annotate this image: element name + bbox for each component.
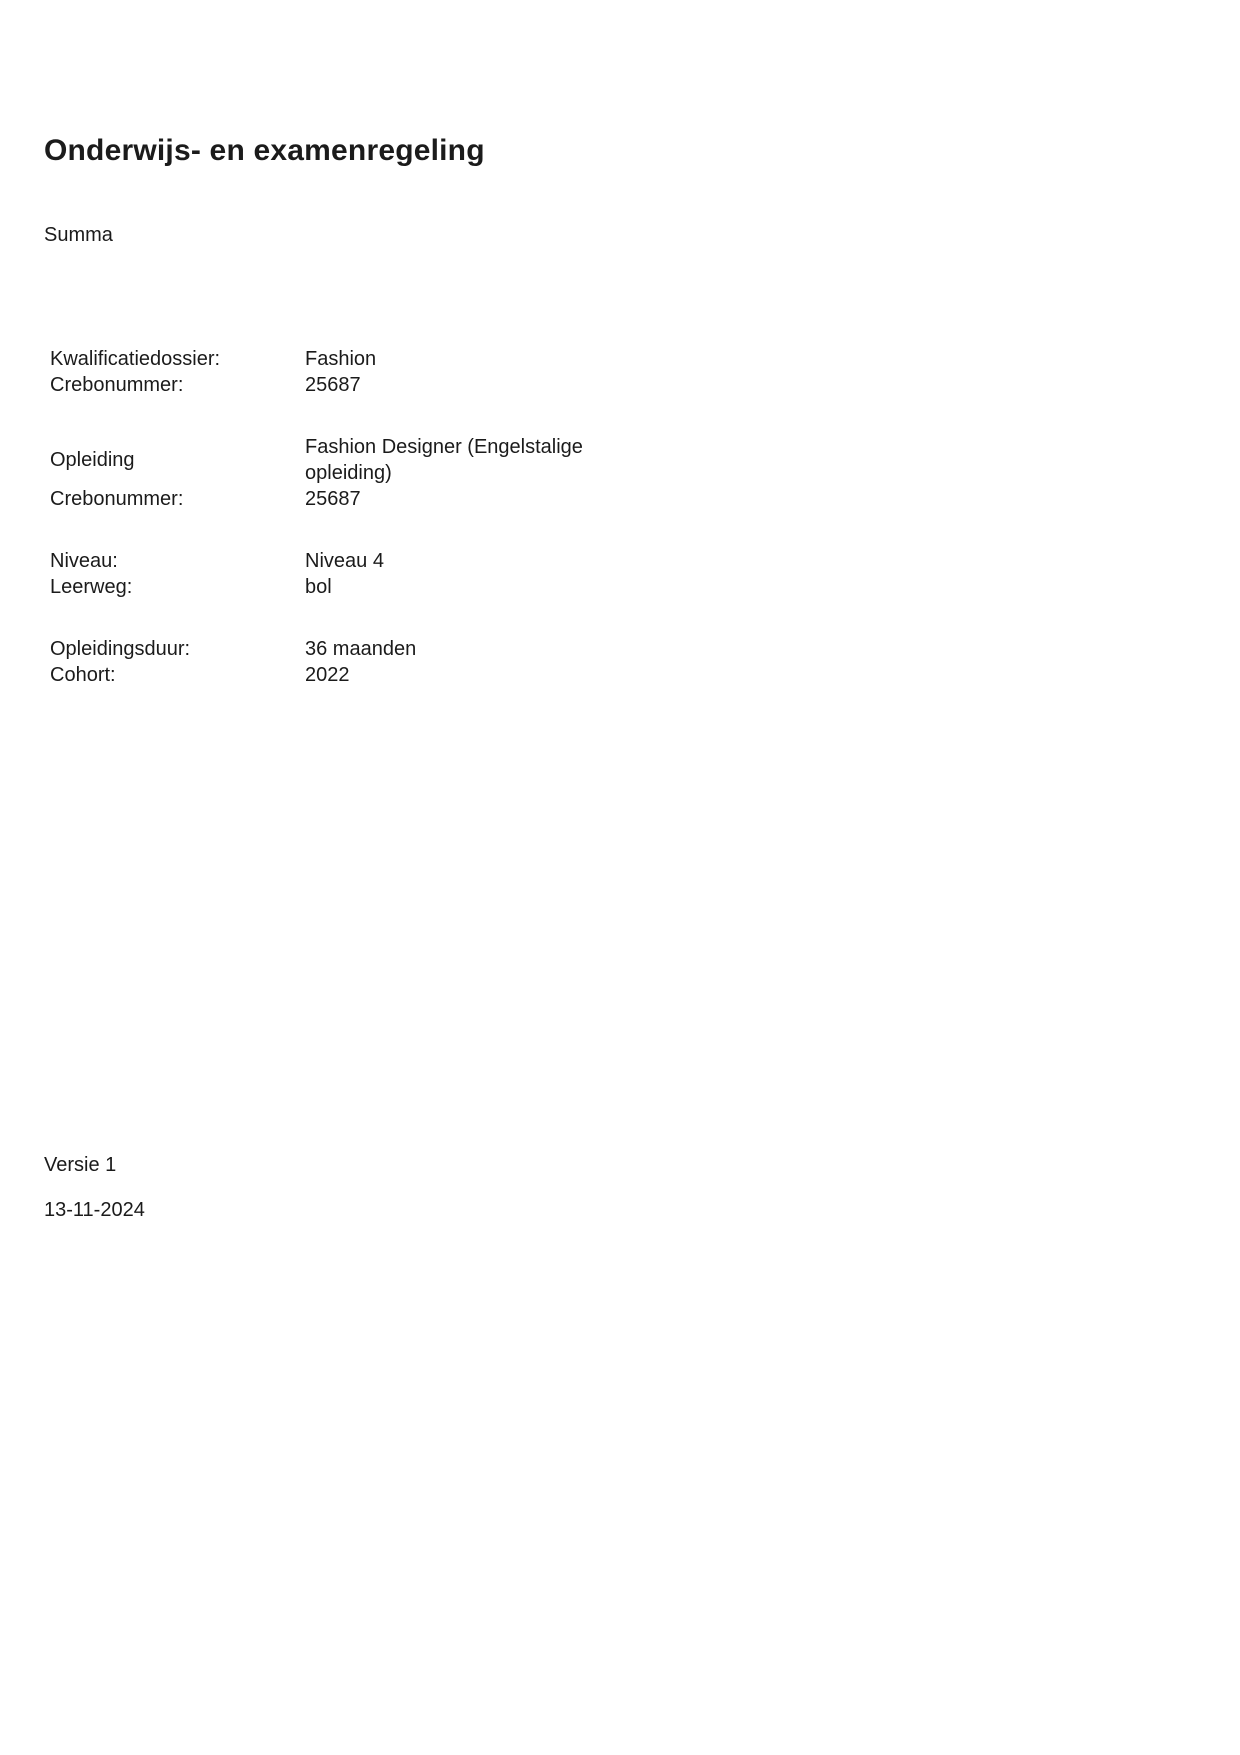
kwalificatiedossier-label: Kwalificatiedossier: (50, 348, 221, 370)
crebonummer-2-value: 25687 (305, 488, 361, 510)
opleiding-label: Opleiding (50, 449, 135, 471)
details-table (50, 346, 625, 688)
cohort-label: Cohort: (50, 664, 116, 686)
row-crebonummer-1 (50, 372, 625, 398)
row-niveau (50, 548, 625, 574)
date-text: 13-11-2024 (44, 1199, 145, 1221)
row-leerweg (50, 574, 625, 600)
detail-group-niveau (50, 548, 625, 600)
opleidingsduur-value: 36 maanden (305, 638, 417, 660)
row-kwalificatiedossier (50, 346, 625, 372)
niveau-value: Niveau 4 (305, 550, 384, 572)
niveau-label: Niveau: (50, 550, 118, 572)
leerweg-label: Leerweg: (50, 576, 133, 598)
row-opleidingsduur (50, 636, 625, 662)
cohort-value: 2022 (305, 664, 350, 686)
detail-group-opleiding (50, 434, 625, 512)
row-crebonummer-2 (50, 486, 625, 512)
row-opleiding (50, 434, 625, 486)
detail-group-duur (50, 636, 625, 688)
detail-group-kwalificatie (50, 346, 625, 398)
opleidingsduur-label: Opleidingsduur: (50, 638, 191, 660)
version-text: Versie 1 (44, 1154, 117, 1176)
opleiding-value: Fashion Designer (Engelstalige opleiding) (305, 436, 583, 484)
kwalificatiedossier-value: Fashion (305, 348, 377, 370)
crebonummer-2-label: Crebonummer: (50, 488, 184, 510)
leerweg-value: bol (305, 576, 332, 598)
organization-name: Summa (44, 224, 113, 246)
row-cohort (50, 662, 625, 688)
crebonummer-1-label: Crebonummer: (50, 374, 184, 396)
page-title: Onderwijs- en examenregeling (44, 134, 485, 168)
crebonummer-1-value: 25687 (305, 374, 361, 396)
